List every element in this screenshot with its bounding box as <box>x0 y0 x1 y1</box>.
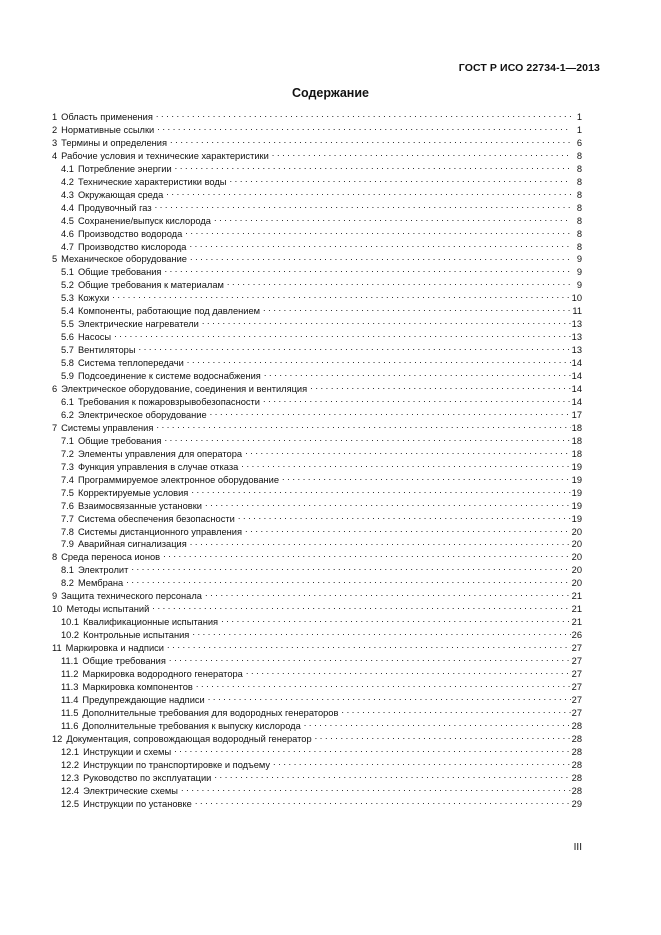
toc-entry-number: 11.4 <box>61 694 79 705</box>
toc-entry[interactable] <box>52 305 582 318</box>
toc-entry-number: 8 <box>52 552 58 563</box>
toc-leader-dots <box>339 707 570 716</box>
toc-entry-title: Элементы управления для оператора <box>77 448 243 459</box>
toc-entry-title: Рабочие условия и технические характеристики <box>61 150 269 161</box>
toc-entry[interactable] <box>52 785 582 798</box>
toc-leader-dots <box>262 370 571 379</box>
toc-entry[interactable] <box>52 357 582 370</box>
toc-entry[interactable] <box>52 422 582 435</box>
toc-entry-page: 27 <box>571 681 582 692</box>
toc-entry-number: 4.1 <box>61 163 74 174</box>
toc-entry-page: 27 <box>571 643 582 654</box>
toc-entry-number: 12.1 <box>61 746 80 757</box>
toc-entry-number: 10.1 <box>61 617 80 628</box>
toc-entry[interactable] <box>52 228 582 241</box>
toc-entry-title: Системы дистанционного управления <box>77 526 242 537</box>
toc-entry-title: Дополнительные требования для водородных генераторов <box>82 707 339 718</box>
toc-entry-page: 21 <box>571 617 582 628</box>
toc-entry-title: Среда переноса ионов <box>61 552 161 563</box>
toc-entry[interactable] <box>52 798 582 811</box>
toc-leader-dots <box>270 150 571 159</box>
toc-entry[interactable] <box>52 344 582 357</box>
toc-entry-number: 12.2 <box>61 759 80 770</box>
toc-entry-title: Система теплопередачи <box>77 358 184 369</box>
toc-leader-dots <box>243 448 571 457</box>
toc-entry-page: 27 <box>571 668 582 679</box>
toc-entry-title: Производство кислорода <box>77 241 187 252</box>
toc-leader-dots <box>110 292 570 301</box>
toc-entry-page: 14 <box>571 384 582 395</box>
toc-title: Содержание <box>291 86 369 100</box>
toc-entry-number: 4.4 <box>61 202 74 213</box>
toc-leader-dots <box>129 564 570 573</box>
toc-entry-number: 12.4 <box>61 785 80 796</box>
toc-entry-number: 7.3 <box>61 461 74 472</box>
page-number: III <box>573 842 582 853</box>
toc-entry-number: 5 <box>52 254 58 265</box>
toc-entry-page: 8 <box>576 202 582 213</box>
toc-entry-page: 20 <box>571 565 582 576</box>
toc-entry-title: Методы испытаний <box>66 604 150 615</box>
toc-leader-dots <box>155 124 571 133</box>
toc-entry-number: 7.4 <box>61 474 74 485</box>
toc-entry-page: 19 <box>571 474 582 485</box>
toc-entry-number: 7.2 <box>61 448 74 459</box>
toc-leader-dots <box>190 629 570 638</box>
toc-entry[interactable] <box>52 603 582 616</box>
toc-entry[interactable] <box>52 720 582 733</box>
toc-entry-title: Аварийная сигнализация <box>77 539 187 550</box>
toc-leader-dots <box>172 746 571 755</box>
toc-leader-dots <box>302 720 571 729</box>
toc-entry-number: 5.1 <box>61 267 74 278</box>
toc-entry-number: 5.2 <box>61 280 74 291</box>
toc-leader-dots <box>261 396 571 405</box>
toc-entry[interactable] <box>52 124 582 137</box>
toc-leader-dots <box>219 616 571 625</box>
toc-entry-number: 12 <box>52 733 63 744</box>
toc-entry-page: 18 <box>571 448 582 459</box>
toc-leader-dots <box>153 202 571 211</box>
toc-entry-number: 5.4 <box>61 306 74 317</box>
toc-entry-number: 6 <box>52 384 58 395</box>
toc-entry-number: 8.1 <box>61 565 74 576</box>
toc-entry-page: 26 <box>571 630 582 641</box>
toc-entry-page: 10 <box>571 293 582 304</box>
toc-entry-title: Маркировка и надписи <box>65 643 164 654</box>
toc-entry-title: Маркировка компонентов <box>82 681 193 692</box>
toc-entry-title: Программируемое электронное оборудование <box>77 474 280 485</box>
toc-entry-page: 1 <box>576 124 582 135</box>
toc-leader-dots <box>212 772 570 781</box>
toc-entry[interactable] <box>52 266 582 279</box>
toc-entry[interactable] <box>52 383 582 396</box>
toc-leader-dots <box>239 461 570 470</box>
toc-leader-dots <box>206 694 571 703</box>
toc-leader-dots <box>162 435 570 444</box>
toc-entry[interactable] <box>52 707 582 720</box>
toc-leader-dots <box>124 577 570 586</box>
toc-leader-dots <box>150 603 570 612</box>
toc-entry-title: Электрические нагреватели <box>77 319 199 330</box>
toc-entry-page: 8 <box>576 241 582 252</box>
toc-entry[interactable] <box>52 590 582 603</box>
toc-entry-title: Общие требования <box>77 435 162 446</box>
toc-entry-title: Потребление энергии <box>77 163 172 174</box>
toc-entry-page: 13 <box>571 332 582 343</box>
toc-entry-title: Документация, сопровождающая водородный генератор <box>66 733 312 744</box>
toc-leader-dots <box>173 163 571 172</box>
toc-leader-dots <box>188 538 571 547</box>
toc-entry-title: Электрические схемы <box>83 785 178 796</box>
toc-entry[interactable] <box>52 629 582 642</box>
toc-entry-title: Компоненты, работающие под давлением <box>77 306 261 317</box>
toc-entry-number: 5.5 <box>61 319 74 330</box>
toc-entry-title: Механическое оборудование <box>61 254 187 265</box>
document-code: ГОСТ Р ИСО 22734-1—2013 <box>458 62 600 74</box>
toc-leader-dots <box>243 526 571 535</box>
toc-entry-page: 19 <box>571 487 582 498</box>
toc-entry-page: 20 <box>571 552 582 563</box>
toc-entry-page: 13 <box>571 319 582 330</box>
toc-leader-dots <box>161 551 571 560</box>
toc-leader-dots <box>165 642 571 651</box>
toc-entry-title: Дополнительные требования к выпуску кислорода <box>82 720 301 731</box>
toc-leader-dots <box>162 266 571 275</box>
toc-leader-dots <box>203 500 571 509</box>
toc-entry-number: 7.8 <box>61 526 74 537</box>
toc-entry-title: Функция управления в случае отказа <box>77 461 239 472</box>
toc-leader-dots <box>280 474 571 483</box>
toc-entry-page: 8 <box>576 189 582 200</box>
toc-leader-dots <box>200 318 571 327</box>
toc-entry[interactable] <box>52 176 582 189</box>
toc-entry-page: 28 <box>571 759 582 770</box>
toc-leader-dots <box>137 344 571 353</box>
toc-entry-page: 20 <box>571 539 582 550</box>
toc-entry-title: Защита технического персонала <box>61 591 202 602</box>
toc-entry-number: 7 <box>52 422 58 433</box>
toc-entry[interactable] <box>52 668 582 681</box>
toc-entry-page: 18 <box>571 422 582 433</box>
toc-entry-title: Сохранение/выпуск кислорода <box>77 215 211 226</box>
toc-entry-page: 1 <box>576 112 582 122</box>
toc-entry-number: 11.2 <box>61 668 79 679</box>
toc-entry-page: 18 <box>571 435 582 446</box>
toc-entry-page: 13 <box>571 345 582 356</box>
toc-entry-title: Взаимосвязанные установки <box>77 500 203 511</box>
toc-entry[interactable] <box>52 202 582 215</box>
toc-leader-dots <box>208 409 571 418</box>
toc-entry-title: Квалификационные испытания <box>83 617 219 628</box>
toc-entry-number: 5.9 <box>61 371 74 382</box>
toc-entry-page: 27 <box>571 707 582 718</box>
toc-entry-number: 11 <box>52 643 62 654</box>
toc-entry[interactable] <box>52 759 582 772</box>
toc-entry[interactable] <box>52 137 582 150</box>
toc-entry-page: 21 <box>571 604 582 615</box>
toc-leader-dots <box>179 785 571 794</box>
toc-leader-dots <box>167 655 571 664</box>
toc-entry[interactable] <box>52 564 582 577</box>
toc-leader-dots <box>194 681 571 690</box>
toc-entry-number: 6.1 <box>61 396 74 407</box>
toc-entry[interactable] <box>52 746 582 759</box>
toc-entry[interactable] <box>52 435 582 448</box>
toc-entry[interactable] <box>52 111 582 124</box>
toc-entry[interactable] <box>52 551 582 564</box>
toc-entry[interactable] <box>52 150 582 163</box>
toc-entry-page: 14 <box>571 371 582 382</box>
toc-entry-number: 5.3 <box>61 293 74 304</box>
toc-entry-title: Электрическое оборудование, соединения и вентиляция <box>61 384 308 395</box>
toc-leader-dots <box>168 137 571 146</box>
toc-entry-title: Инструкции по установке <box>83 798 192 809</box>
toc-entry-title: Система обеспечения безопасности <box>77 513 235 524</box>
toc-entry-page: 8 <box>576 163 582 174</box>
toc-leader-dots <box>225 279 571 288</box>
toc-entry-title: Требования к пожаровзрывобезопасности <box>77 396 260 407</box>
toc-entry[interactable] <box>52 279 582 292</box>
toc-entry-page: 28 <box>571 772 582 783</box>
toc-entry-number: 7.5 <box>61 487 74 498</box>
toc-entry[interactable] <box>52 474 582 487</box>
toc-leader-dots <box>185 357 571 366</box>
toc-leader-dots <box>244 668 571 677</box>
toc-entry-number: 5.7 <box>61 345 74 356</box>
toc-entry-title: Окружающая среда <box>77 189 164 200</box>
toc-leader-dots <box>236 513 571 522</box>
toc-entry-number: 5.6 <box>61 332 74 343</box>
toc-entry-number: 11.6 <box>61 720 79 731</box>
table-of-contents <box>52 111 582 810</box>
toc-entry-number: 1 <box>52 112 58 122</box>
toc-entry-title: Контрольные испытания <box>83 630 190 641</box>
toc-entry-number: 4.6 <box>61 228 74 239</box>
toc-entry-title: Общие требования к материалам <box>77 280 224 291</box>
toc-entry-page: 8 <box>576 176 582 187</box>
toc-entry-number: 4.7 <box>61 241 74 252</box>
toc-entry[interactable] <box>52 409 582 422</box>
toc-entry-title: Инструкции по транспортировке и подъему <box>83 759 271 770</box>
toc-entry-page: 19 <box>571 500 582 511</box>
toc-entry-number: 4 <box>52 150 58 161</box>
toc-entry-title: Кожухи <box>77 293 110 304</box>
toc-entry-page: 21 <box>571 591 582 602</box>
toc-entry-page: 6 <box>576 137 582 148</box>
toc-entry-page: 27 <box>571 656 582 667</box>
toc-entry-number: 3 <box>52 137 58 148</box>
toc-entry[interactable] <box>52 616 582 629</box>
toc-entry[interactable] <box>52 513 582 526</box>
toc-entry-title: Электрическое оборудование <box>77 409 207 420</box>
toc-entry-title: Мембрана <box>77 578 124 589</box>
toc-entry-number: 12.3 <box>61 772 80 783</box>
toc-entry-page: 17 <box>571 409 582 420</box>
toc-entry-title: Предупреждающие надписи <box>82 694 205 705</box>
toc-entry-title: Руководство по эксплуатации <box>83 772 212 783</box>
toc-entry-title: Подсоединение к системе водоснабжения <box>77 371 261 382</box>
toc-entry[interactable] <box>52 538 582 551</box>
toc-entry-page: 28 <box>571 746 582 757</box>
toc-entry-page: 27 <box>571 694 582 705</box>
toc-entry-page: 8 <box>576 150 582 161</box>
toc-entry-title: Электролит <box>77 565 129 576</box>
toc-entry-title: Вентиляторы <box>77 345 136 356</box>
toc-entry-title: Системы управления <box>61 422 154 433</box>
toc-entry-number: 4.2 <box>61 176 74 187</box>
toc-entry-page: 19 <box>571 461 582 472</box>
toc-entry-page: 8 <box>576 228 582 239</box>
toc-entry-title: Производство водорода <box>77 228 183 239</box>
toc-entry-page: 28 <box>571 733 582 744</box>
toc-entry-title: Продувочный газ <box>77 202 152 213</box>
toc-entry-page: 11 <box>572 306 582 317</box>
toc-entry-page: 19 <box>571 513 582 524</box>
toc-entry-title: Нормативные ссылки <box>61 124 155 135</box>
toc-entry-number: 11.3 <box>61 681 79 692</box>
toc-entry-number: 10.2 <box>61 630 80 641</box>
toc-entry-title: Общие требования <box>82 656 166 667</box>
toc-entry[interactable] <box>52 681 582 694</box>
toc-entry-page: 29 <box>571 798 582 809</box>
toc-entry-page: 14 <box>571 358 582 369</box>
toc-entry-page: 9 <box>576 267 582 278</box>
toc-entry-page: 28 <box>571 720 582 731</box>
toc-leader-dots <box>313 733 571 742</box>
toc-entry[interactable] <box>52 292 582 305</box>
toc-entry[interactable] <box>52 655 582 668</box>
toc-entry-number: 8.2 <box>61 578 74 589</box>
toc-entry-title: Технические характеристики воды <box>77 176 227 187</box>
toc-entry-number: 10 <box>52 604 63 615</box>
toc-entry-page: 28 <box>571 785 582 796</box>
toc-leader-dots <box>187 241 571 250</box>
toc-entry-number: 11.5 <box>61 707 79 718</box>
toc-entry[interactable] <box>52 772 582 785</box>
toc-entry[interactable] <box>52 189 582 202</box>
toc-entry[interactable] <box>52 215 582 228</box>
toc-leader-dots <box>227 176 571 185</box>
toc-entry[interactable] <box>52 318 582 331</box>
toc-entry[interactable] <box>52 500 582 513</box>
toc-entry[interactable] <box>52 396 582 409</box>
toc-entry-number: 7.6 <box>61 500 74 511</box>
toc-entry-number: 5.8 <box>61 358 74 369</box>
toc-entry[interactable] <box>52 487 582 500</box>
toc-entry-page: 9 <box>576 280 582 291</box>
toc-leader-dots <box>154 111 571 120</box>
toc-entry[interactable] <box>52 733 582 746</box>
toc-entry[interactable] <box>52 448 582 461</box>
toc-leader-dots <box>112 331 571 340</box>
toc-entry-title: Насосы <box>77 332 112 343</box>
toc-entry-page: 8 <box>576 215 582 226</box>
toc-leader-dots <box>193 798 571 807</box>
toc-leader-dots <box>212 215 571 224</box>
toc-entry[interactable] <box>52 241 582 254</box>
toc-entry[interactable] <box>52 331 582 344</box>
toc-entry-number: 4.3 <box>61 189 74 200</box>
toc-entry-number: 4.5 <box>61 215 74 226</box>
toc-entry[interactable] <box>52 163 582 176</box>
toc-entry-page: 9 <box>576 254 582 265</box>
toc-leader-dots <box>188 253 571 262</box>
toc-entry-number: 7.9 <box>61 539 74 550</box>
toc-entry-title: Инструкции и схемы <box>83 746 172 757</box>
toc-entry[interactable] <box>52 370 582 383</box>
toc-entry-page: 20 <box>571 526 582 537</box>
toc-entry[interactable] <box>52 526 582 539</box>
toc-entry-number: 7.1 <box>61 435 74 446</box>
toc-entry-number: 6.2 <box>61 409 74 420</box>
toc-entry-number: 12.5 <box>61 798 80 809</box>
toc-leader-dots <box>261 305 571 314</box>
toc-entry[interactable] <box>52 694 582 707</box>
toc-leader-dots <box>308 383 570 392</box>
toc-leader-dots <box>203 590 571 599</box>
toc-entry-number: 9 <box>52 591 58 602</box>
toc-entry-title: Общие требования <box>77 267 162 278</box>
toc-entry-number: 7.7 <box>61 513 74 524</box>
toc-leader-dots <box>154 422 570 431</box>
toc-entry-title: Корректируемые условия <box>77 487 189 498</box>
toc-entry-number: 11.1 <box>61 656 79 667</box>
toc-leader-dots <box>271 759 571 768</box>
toc-entry-title: Область применения <box>61 112 153 122</box>
toc-entry-number: 2 <box>52 124 58 135</box>
toc-entry-page: 20 <box>571 578 582 589</box>
toc-entry-title: Термины и определения <box>61 137 168 148</box>
toc-entry-title: Маркировка водородного генератора <box>82 668 243 679</box>
toc-entry[interactable] <box>52 642 582 655</box>
toc-entry[interactable] <box>52 461 582 474</box>
toc-leader-dots <box>183 228 571 237</box>
toc-entry-page: 14 <box>571 396 582 407</box>
toc-leader-dots <box>164 189 571 198</box>
toc-entry[interactable] <box>52 253 582 266</box>
toc-entry[interactable] <box>52 577 582 590</box>
toc-leader-dots <box>189 487 570 496</box>
